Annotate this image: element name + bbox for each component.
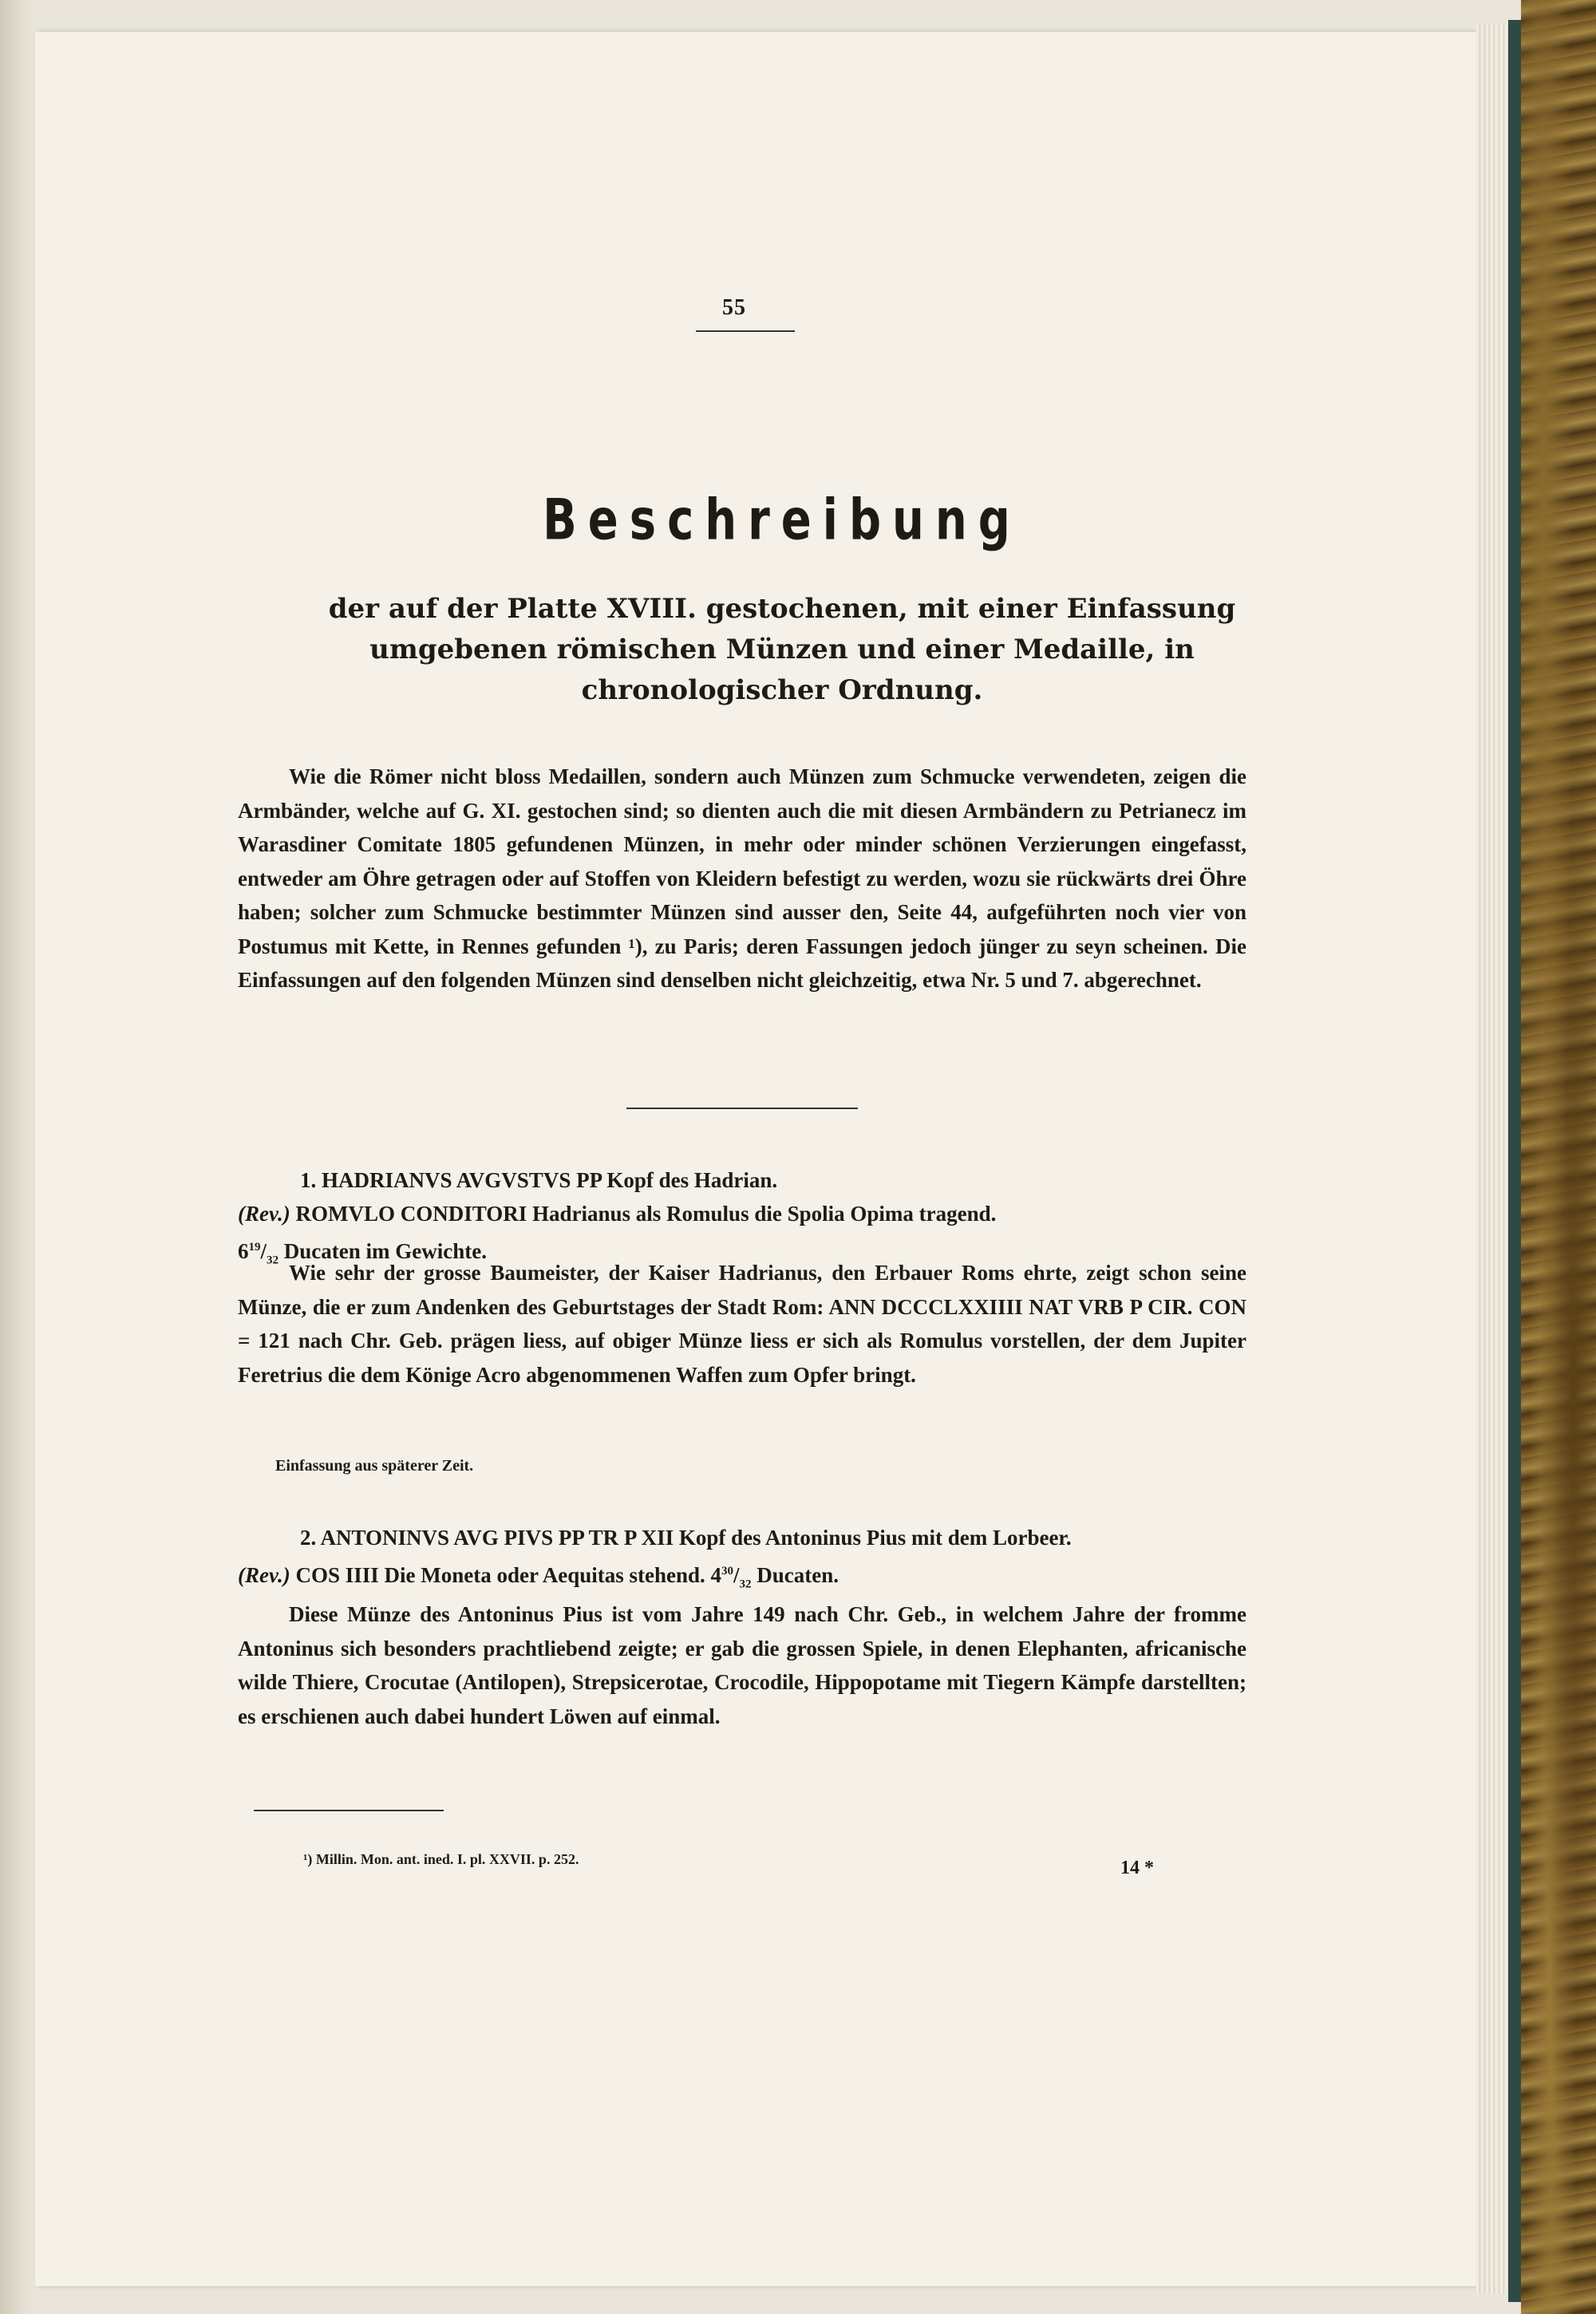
- intro-paragraph: Wie die Römer nicht bloss Medaillen, sondern auch Münzen zum Schmucke verwendeten, zeigen die Armbänder, welche auf G. XI. gestochen sind; so dienten auch die mit diesen Armbändern zu Petrianecz im Warasdiner Comitate 1805 gefundenen Münzen, in mehr oder minder schönen Verzierungen eingefasst, entweder am Öhre getragen oder auf Stoffen von Kleidern befestigt zu werden, wozu sie rückwärts drei Öhre haben; solcher zum Schmucke bestimmter Münzen sind ausser den, Seite 44, aufgeführten noch vier von Postumus mit Kette, in Rennes gefunden ¹), zu Paris; deren Fassungen jedoch jünger zu seyn scheinen. Die Einfassungen auf den folgenden Münzen sind denselben nicht gleichzeitig, etwa Nr. 5 und 7. abgerechnet.: [238, 764, 1246, 992]
- coin-entry-1-obverse: 1. HADRIANVS AVGVSTVS PP Kopf des Hadrian.: [300, 1168, 778, 1192]
- rev-label: (Rev.): [238, 1563, 290, 1587]
- section-divider: [626, 1108, 858, 1109]
- coin-entry-2-obverse: 2. ANTONINVS AVG PIVS PP TR P XII Kopf des Antoninus Pius mit dem Lorbeer.: [300, 1526, 1072, 1550]
- rev-label: (Rev.): [238, 1202, 290, 1226]
- coin-entry-1-description: Wie sehr der grosse Baumeister, der Kaiser Hadrianus, den Erbauer Roms ehrte, zeigt schon seine Münze, die er zum Andenken des Geburtstages der Stadt Rom: ANN DCCCLXXIIII NAT VRB P CIR. CON = 121 nach Chr. Geb. prägen liess, auf obiger Münze liess er sich als Romulus vorstellen, der dem Jupiter Feretrius die dem Könige Acro abgenommenen Waffen zum Opfer bringt.: [238, 1261, 1246, 1387]
- cover-binding-edge: [1508, 20, 1521, 2302]
- weight-denominator: 32: [267, 1254, 279, 1267]
- footnote: ¹) Millin. Mon. ant. ined. I. pl. XXVII. p. 252.: [303, 1851, 579, 1867]
- weight-text: Ducaten.: [751, 1563, 839, 1587]
- subtitle-line: der auf der Platte XVIII. gestochenen, mit einer Einfassung: [328, 593, 1236, 625]
- footnote-rule: [254, 1810, 444, 1811]
- coin-entry-1-weight: $6^{19}/_{32}$ Ducaten im Gewichte.: [238, 1239, 487, 1267]
- subtitle: [231, 589, 1333, 711]
- subtitle-line: chronologischer Ordnung.: [581, 674, 983, 706]
- book-gutter: [0, 0, 35, 2314]
- coin-entry-2-description: Diese Münze des Antoninus Pius ist vom Jahre 149 nach Chr. Geb., in welchem Jahre der fromme Antoninus sich besonders prachtliebend zeigte; er gab die grossen Spiele, in denen Elephanten, africanische wilde Thiere, Crocutae (Antilopen), Strepsicerotae, Crocodile, Hippopotame mit Tiegern Kämpfe darstellten; es erschienen auch dabei hundert Löwen auf einmal.: [238, 1602, 1246, 1728]
- weight-whole: 4: [710, 1563, 722, 1587]
- book-page: [35, 32, 1476, 2286]
- weight-denominator: 32: [739, 1578, 752, 1591]
- weight-numerator: 30: [721, 1565, 734, 1578]
- coin-entry-1-description-block: [238, 1256, 1246, 1392]
- reverse-text: ROMVLO CONDITORI Hadrianus als Romulus die Spolia Opima tragend.: [290, 1202, 997, 1226]
- coin-entry-2-header: [238, 1521, 1246, 1601]
- coin-entry-2-reverse: (Rev.) COS IIII Die Moneta oder Aequitas stehend. $4^{30}/_{32}$ Ducaten.: [238, 1563, 839, 1591]
- marbled-cover: [1521, 0, 1596, 2314]
- weight-numerator: 19: [248, 1241, 261, 1254]
- mount-note: Einfassung aus späterer Zeit.: [275, 1457, 474, 1475]
- page-edges: [1476, 24, 1508, 2294]
- page-number: 55: [722, 295, 746, 320]
- intro-paragraph-block: [238, 760, 1246, 997]
- weight-whole: 6: [238, 1239, 249, 1263]
- printer-signature: 14 *: [1120, 1858, 1154, 1878]
- weight-text: Ducaten im Gewichte.: [279, 1239, 487, 1263]
- coin-entry-2-description-block: [238, 1597, 1246, 1733]
- coin-entry-1-reverse: [238, 1197, 1246, 1230]
- page-number-rule: [696, 330, 795, 332]
- subtitle-line: umgebenen römischen Münzen und einer Medaille, in: [369, 634, 1195, 665]
- page-title: Beschreibung: [543, 488, 1021, 554]
- reverse-text: COS IIII Die Moneta oder Aequitas stehend.: [290, 1563, 711, 1587]
